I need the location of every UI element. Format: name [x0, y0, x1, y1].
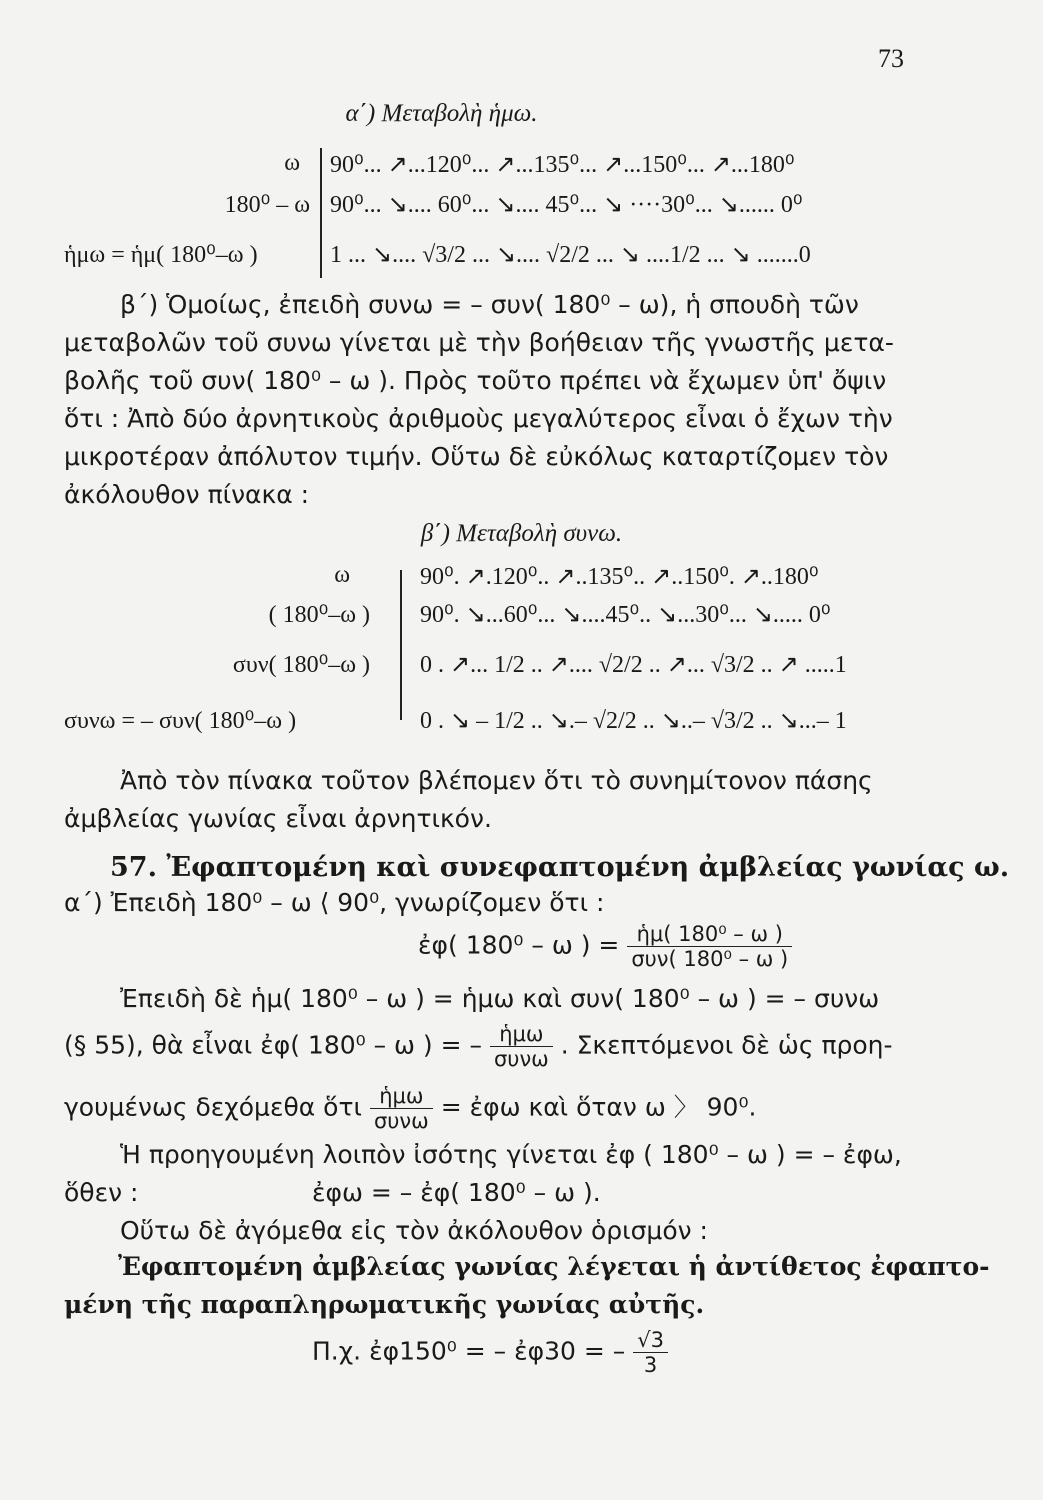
line-55: [64, 1022, 893, 1071]
example-line: [312, 1328, 668, 1377]
table-a-row3-values: 1 ... ↘.... √3/2 ... ↘.... √2/2 ... ↘ ....1/2 ... ↘ .......0: [330, 242, 811, 268]
para-b-line5: μικροτέραν ἀπόλυτον τιμήν. Οὕτω δὲ εὐκόλως καταρτίζομεν τὸν: [64, 442, 889, 471]
page-number: 73: [878, 44, 904, 73]
line-previous-denominator: συνω: [373, 1109, 429, 1134]
table-a-row2-values: 90⁰... ↘.... 60⁰... ↘.... 45⁰... ↘ ····30⁰... ↘...... 0⁰: [330, 192, 803, 218]
line-55-numerator: ἡμω: [490, 1022, 553, 1047]
table-b-row2-values: 90⁰. ↘...60⁰... ↘....45⁰.. ↘...30⁰... ↘..... 0⁰: [420, 602, 831, 628]
section-57-intro: α΄) Ἐπειδὴ 180⁰ – ω ⟨ 90⁰, γνωρίζομεν ὅτι :: [64, 888, 605, 917]
definition-line1: Ἐφαπτομένη ἀμβλείας γωνίας λέγεται ἡ ἀντίθετος ἐφαπτο-: [118, 1252, 990, 1281]
line-hence-label: ὅθεν :: [64, 1178, 139, 1207]
equation-1-denominator: συν( 180⁰ – ω ): [631, 947, 789, 972]
line-55-denominator: συνω: [493, 1047, 549, 1072]
table-a-row1-values: 90⁰... ↗...120⁰... ↗...135⁰... ↗...150⁰... ↗...180⁰: [330, 152, 795, 178]
equation-1-lhs: ἐφ( 180⁰ – ω ) =: [418, 930, 620, 960]
table-a-separator: [320, 148, 322, 278]
para-b-line3: βολῆς τοῦ συν( 180⁰ – ω ). Πρὸς τοῦτο πρέπει νὰ ἔχωμεν ὑπ' ὄψιν: [64, 366, 887, 395]
line-previous-fraction: [370, 1084, 433, 1133]
line-55-end: . Σκεπτόμενοι δὲ ὡς προη-: [560, 1030, 893, 1060]
table-b-row3-label: συν( 180⁰–ω ): [232, 652, 370, 678]
line-previous-start: γουμένως δεχόμεθα ὅτι: [64, 1092, 362, 1122]
example-numerator: √3: [633, 1328, 668, 1353]
table-a-row2-label: 180⁰ – ω: [224, 192, 310, 218]
para-b-line6: ἀκόλουθον πίνακα :: [64, 480, 310, 509]
line-previous-numerator: ἡμω: [370, 1084, 433, 1109]
example-fraction: [633, 1328, 668, 1377]
example-denominator: 3: [643, 1353, 658, 1378]
line-previous: [64, 1084, 756, 1133]
line-definition-intro: Οὕτω δὲ ἀγόμεθα εἰς τὸν ἀκόλουθον ὁρισμόν :: [120, 1216, 708, 1245]
table-a-row1-label: ω: [284, 150, 300, 176]
table-a-title: α΄) Μεταβολὴ ἡμω.: [345, 100, 538, 127]
table-b-row3-values: 0 . ↗... 1/2 .. ↗.... √2/2 .. ↗... √3/2 .. ↗ .....1: [420, 652, 847, 678]
table-b-row1-values: 90⁰. ↗.120⁰.. ↗..135⁰.. ↗..150⁰. ↗..180⁰: [420, 564, 819, 590]
conclusion-line1: Ἀπὸ τὸν πίνακα τοῦτον βλέπομεν ὅτι τὸ συνημίτονον πάσης: [120, 766, 873, 795]
line-hence-equation: ἐφω = – ἐφ( 180⁰ – ω ).: [312, 1178, 601, 1207]
table-b-row4-values: 0 . ↘ – 1/2 .. ↘.– √2/2 .. ↘..– √3/2 .. ↘...– 1: [420, 708, 847, 734]
line-since: Ἐπειδὴ δὲ ἡμ( 180⁰ – ω ) = ἡμω καὶ συν( 180⁰ – ω ) = – συνω: [120, 984, 880, 1013]
line-55-start: (§ 55), θὰ εἶναι ἐφ( 180⁰ – ω ) = –: [64, 1030, 483, 1060]
table-b-title: β΄) Μεταβολὴ συνω.: [420, 520, 623, 547]
line-equality: Ἡ προηγουμένη λοιπὸν ἰσότης γίνεται ἐφ ( 180⁰ – ω ) = – ἐφω,: [120, 1140, 902, 1169]
section-57-heading: 57. Ἐφαπτομένη καὶ συνεφαπτομένη ἀμβλείας γωνίας ω.: [110, 852, 1010, 883]
para-b-line4: ὅτι : Ἀπὸ δύο ἀρνητικοὺς ἀριθμοὺς μεγαλύτερος εἶναι ὁ ἔχων τὴν: [64, 404, 893, 433]
conclusion-line2: ἀμβλείας γωνίας εἶναι ἀρνητικόν.: [64, 804, 492, 833]
line-55-fraction: [490, 1022, 553, 1071]
line-previous-end: = ἐφω καὶ ὅταν ω 〉 90⁰.: [440, 1092, 757, 1122]
equation-1: [418, 922, 792, 971]
table-b-row2-label: ( 180⁰–ω ): [268, 602, 370, 628]
para-b-line1: β΄) Ὁμοίως, ἐπειδὴ συνω = – συν( 180⁰ – ω), ἡ σπουδὴ τῶν: [120, 290, 859, 319]
example-start: Π.χ. ἐφ150⁰ = – ἐφ30 = –: [312, 1336, 626, 1366]
table-b-row1-label: ω: [334, 562, 350, 588]
equation-1-numerator: ἡμ( 180⁰ – ω ): [627, 922, 792, 947]
table-a-row3-label: ἡμω = ἡμ( 180⁰–ω ): [64, 242, 258, 268]
para-b-line2: μεταβολῶν τοῦ συνω γίνεται μὲ τὴν βοήθειαν τῆς γνωστῆς μετα-: [64, 328, 894, 357]
table-b-row4-label: συνω = – συν( 180⁰–ω ): [64, 708, 297, 734]
equation-1-fraction: [627, 922, 792, 971]
table-b-separator: [400, 570, 402, 720]
definition-line2: μένη τῆς παραπληρωματικῆς γωνίας αὐτῆς.: [64, 1290, 705, 1319]
